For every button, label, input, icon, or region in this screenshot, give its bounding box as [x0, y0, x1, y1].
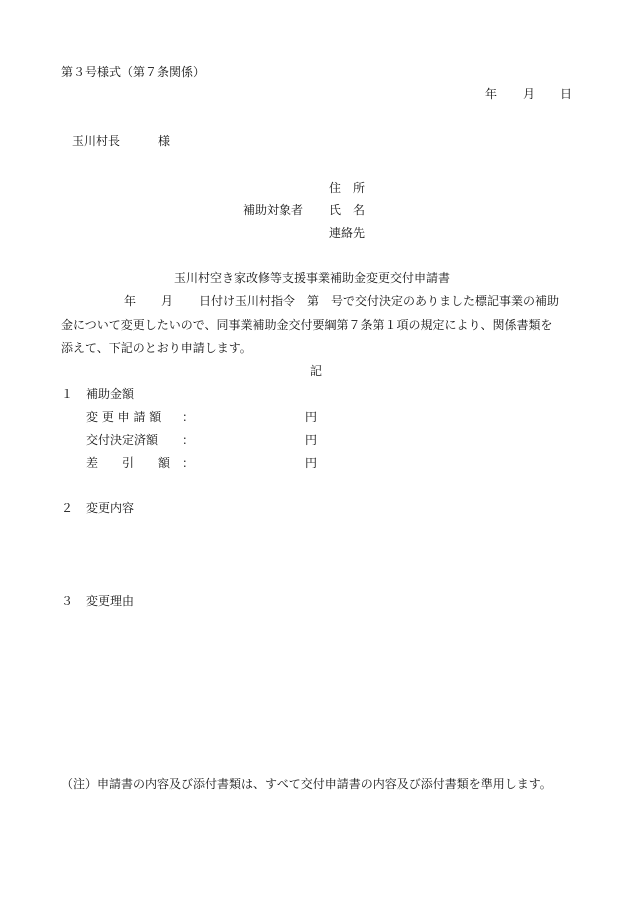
- date-month: 月: [523, 87, 536, 101]
- row-unit: 円: [305, 410, 318, 424]
- name-label: 氏 名: [329, 203, 366, 217]
- section-1-number: １: [61, 387, 74, 401]
- footnote: （注）申請書の内容及び添付書類は、すべて交付申請書の内容及び添付書類を準用します。: [61, 777, 552, 791]
- contact-label: 連絡先: [329, 226, 366, 240]
- addressee-name: 玉川村長: [72, 134, 121, 148]
- body-line3: 添えて、下記のとおり申請します。: [61, 341, 252, 355]
- ki-label: 記: [310, 364, 323, 378]
- body-month: 月: [161, 294, 174, 308]
- section-1-title: 補助金額: [86, 387, 135, 401]
- row-colon: ：: [182, 410, 195, 424]
- row-unit: 円: [305, 456, 318, 470]
- date-year: 年: [485, 87, 498, 101]
- body-line1: 日付け玉川村指令 第 号で交付決定のありました標記事業の補助: [199, 294, 560, 308]
- body-line2: 金について変更したいので、同事業補助金交付要綱第７条第１項の規定により、関係書類を: [61, 318, 553, 332]
- section-2-number: ２: [61, 501, 74, 515]
- row-unit: 円: [305, 433, 318, 447]
- body-year: 年: [124, 294, 137, 308]
- row-label: 交付決定済額: [86, 433, 159, 447]
- section-3-title: 変更理由: [86, 594, 135, 608]
- section-3-number: ３: [61, 594, 74, 608]
- document-title: 玉川村空き家改修等支援事業補助金変更交付申請書: [174, 271, 451, 285]
- date-day: 日: [560, 87, 573, 101]
- addressee-honorific: 様: [158, 134, 171, 148]
- applicant-role: 補助対象者: [243, 203, 304, 217]
- row-colon: ：: [182, 456, 195, 470]
- section-2-title: 変更内容: [86, 501, 135, 515]
- row-label: 差 引 額: [86, 456, 171, 470]
- address-label: 住 所: [329, 181, 366, 195]
- form-number: 第３号様式（第７条関係）: [61, 65, 206, 79]
- row-label: 変 更 申 請 額: [86, 410, 162, 424]
- row-colon: ：: [182, 433, 195, 447]
